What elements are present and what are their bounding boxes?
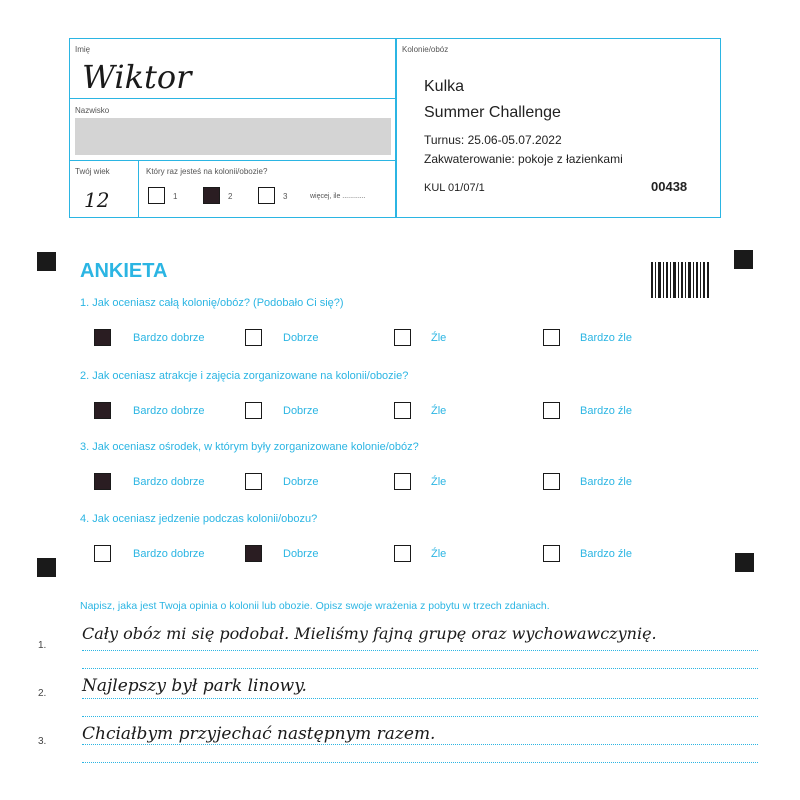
question-4-option-1-label: Bardzo dobrze	[133, 548, 205, 560]
row-divider-1	[69, 98, 396, 99]
question-4-option-3-label: Źle	[431, 548, 447, 560]
times-option-3: 3	[283, 192, 288, 201]
name-value[interactable]: Wiktor	[82, 58, 192, 96]
turnus: Turnus: 25.06-05.07.2022	[424, 133, 562, 147]
question-3-checkbox-2[interactable]	[245, 473, 262, 490]
registration-marker-bottom-left	[37, 558, 56, 577]
question-4-checkbox-4[interactable]	[543, 545, 560, 562]
times-label: Który raz jesteś na kolonii/obozie?	[146, 167, 268, 176]
answer-line-3[interactable]: Chciałbym przyjechać następnym razem.	[82, 724, 436, 744]
registration-marker-bottom-right	[735, 553, 754, 572]
dotted-line-1a	[82, 650, 758, 651]
question-2-option-3-label: Źle	[431, 405, 447, 417]
age-value[interactable]: 12	[84, 188, 110, 212]
question-2-checkbox-1[interactable]	[94, 402, 111, 419]
question-4-checkbox-1[interactable]	[94, 545, 111, 562]
dotted-line-3b	[82, 762, 758, 763]
question-2-option-4-label: Bardzo źle	[580, 405, 632, 417]
line-number-2: 2.	[38, 688, 47, 699]
barcode	[651, 262, 709, 298]
times-checkbox-1[interactable]	[148, 187, 165, 204]
question-3-text: 3. Jak oceniasz ośrodek, w którym były zorganizowane kolonie/obóz?	[80, 441, 419, 453]
question-2-checkbox-4[interactable]	[543, 402, 560, 419]
question-2-text: 2. Jak oceniasz atrakcje i zajęcia zorganizowane na kolonii/obozie?	[80, 370, 409, 382]
answer-line-1[interactable]: Cały obóz mi się podobał. Mieliśmy fajną grupę oraz wychowawczynię.	[82, 624, 657, 643]
question-1-option-3-label: Źle	[431, 332, 447, 344]
question-4-option-2-label: Dobrze	[283, 548, 319, 560]
question-3-checkbox-4[interactable]	[543, 473, 560, 490]
question-1-checkbox-4[interactable]	[543, 329, 560, 346]
times-option-2: 2	[228, 192, 233, 201]
question-1-option-1-label: Bardzo dobrze	[133, 332, 205, 344]
question-1-checkbox-2[interactable]	[245, 329, 262, 346]
question-4-option-4-label: Bardzo źle	[580, 548, 632, 560]
line-number-3: 3.	[38, 736, 47, 747]
dotted-line-2b	[82, 716, 758, 717]
question-2-checkbox-3[interactable]	[394, 402, 411, 419]
survey-title: ANKIETA	[80, 260, 168, 282]
age-label: Twój wiek	[75, 167, 110, 176]
camp-name-1: Kulka	[424, 78, 465, 95]
question-4-checkbox-2[interactable]	[245, 545, 262, 562]
question-2-checkbox-2[interactable]	[245, 402, 262, 419]
question-3-option-3-label: Źle	[431, 476, 447, 488]
answer-line-2[interactable]: Najlepszy był park linowy.	[82, 676, 307, 696]
question-2-option-1-label: Bardzo dobrze	[133, 405, 205, 417]
question-3-checkbox-3[interactable]	[394, 473, 411, 490]
surname-label: Nazwisko	[75, 106, 110, 115]
times-checkbox-2[interactable]	[203, 187, 220, 204]
question-1-option-4-label: Bardzo źle	[580, 332, 632, 344]
question-4-checkbox-3[interactable]	[394, 545, 411, 562]
dotted-line-3a	[82, 744, 758, 745]
question-1-checkbox-1[interactable]	[94, 329, 111, 346]
dotted-line-1b	[82, 668, 758, 669]
question-2-option-2-label: Dobrze	[283, 405, 319, 417]
question-1-checkbox-3[interactable]	[394, 329, 411, 346]
question-3-checkbox-1[interactable]	[94, 473, 111, 490]
times-option-1: 1	[173, 192, 178, 201]
camp-code: KUL 01/07/1	[424, 182, 485, 194]
times-more: więcej, ile ............	[310, 193, 366, 200]
camp-name-2: Summer Challenge	[424, 104, 561, 121]
line-number-1: 1.	[38, 640, 47, 651]
form-number: 00438	[651, 179, 688, 194]
accommodation: Zakwaterowanie: pokoje z łazienkami	[424, 152, 623, 166]
age-divider	[138, 160, 139, 218]
name-label: Imię	[75, 45, 91, 54]
dotted-line-2a	[82, 698, 758, 699]
question-1-option-2-label: Dobrze	[283, 332, 319, 344]
question-3-option-1-label: Bardzo dobrze	[133, 476, 205, 488]
question-4-text: 4. Jak oceniasz jedzenie podczas kolonii/obozu?	[80, 513, 318, 525]
registration-marker-top-left	[37, 252, 56, 271]
opinion-prompt: Napisz, jaka jest Twoja opinia o kolonii lub obozie. Opisz swoje wrażenia z pobytu w trzech zdaniach.	[80, 600, 550, 612]
times-checkbox-3[interactable]	[258, 187, 275, 204]
question-3-option-2-label: Dobrze	[283, 476, 319, 488]
question-3-option-4-label: Bardzo źle	[580, 476, 632, 488]
question-1-text: 1. Jak oceniasz całą kolonię/obóz? (Podobało Ci się?)	[80, 297, 344, 309]
camp-label: Kolonie/obóz	[402, 45, 449, 54]
surname-redacted	[75, 118, 391, 155]
registration-marker-top-right	[734, 250, 753, 269]
row-divider-2	[69, 160, 396, 161]
